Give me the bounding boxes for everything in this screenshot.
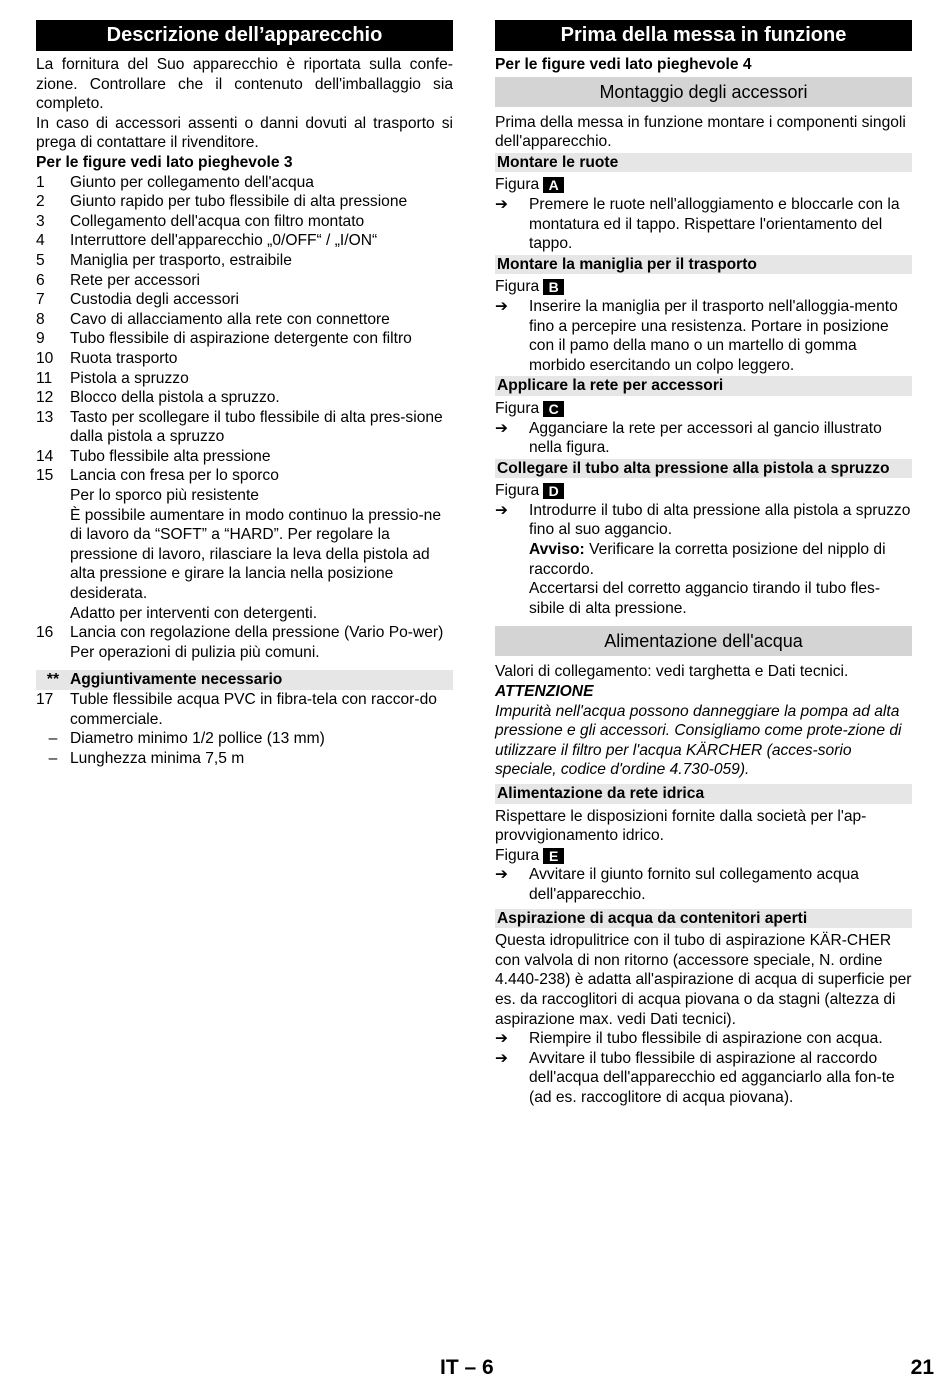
figure-label: Figura <box>495 482 540 500</box>
step-heading: Alimentazione da rete idrica <box>495 784 912 804</box>
instruction-step <box>495 297 912 375</box>
page-number: 21 <box>910 1356 934 1379</box>
item-number: 2 <box>36 193 45 211</box>
right-column <box>495 20 912 1108</box>
item-number: 9 <box>36 330 45 348</box>
item-text: Lancia con fresa per lo sporco <box>70 467 279 485</box>
item-text: Blocco della pistola a spruzzo. <box>70 389 280 407</box>
item-number: 13 <box>36 408 54 426</box>
dash-text: Lunghezza minima 7,5 m <box>70 749 245 767</box>
figure-badge: B <box>543 279 564 295</box>
item-text: Giunto per collegamento dell'acqua <box>70 173 314 191</box>
item-number: 10 <box>36 349 54 367</box>
list-item <box>36 369 453 389</box>
step-heading: Aspirazione di acqua da contenitori aperti <box>495 909 912 929</box>
step-text: Avvitare il giunto fornito sul collegamento acqua dell'apparecchio. <box>529 866 859 903</box>
list-item <box>36 486 453 506</box>
item-text: Pistola a spruzzo <box>70 369 189 387</box>
extra-header-label: Aggiuntivamente necessario <box>70 671 283 689</box>
list-item <box>36 290 453 310</box>
item-text: Lancia con regolazione della pressione (Vario Po-wer) <box>70 624 444 642</box>
step-heading: Montare le ruote <box>495 153 912 173</box>
item-text: Giunto rapido per tubo flessibile di alta pressione <box>70 193 408 211</box>
arrow-icon: ➔ <box>495 866 509 884</box>
item-number <box>36 486 70 506</box>
item-text: Tasto per scollegare il tubo flessibile di alta pres-sione dalla pistola a spruzzo <box>70 408 443 446</box>
figure-line <box>495 277 912 297</box>
item-number: 12 <box>36 389 54 407</box>
instruction-step <box>495 501 912 540</box>
list-item <box>36 506 453 604</box>
figure-badge: A <box>543 177 564 193</box>
step-text: Avvitare il tubo flessibile di aspirazione al raccordo dell'acqua dell'apparecchio ed agganciarlo alla fon-te (ad es. raccoglitore di acqua piovana). <box>529 1049 895 1106</box>
arrow-icon: ➔ <box>495 419 509 437</box>
section-page: – 6 <box>464 1356 494 1379</box>
list-item <box>36 329 453 349</box>
item-number: 17 <box>36 691 54 708</box>
item-text: Tuble flessibile acqua PVC in fibra-tela con raccor-do commerciale. <box>70 691 437 728</box>
item-number: 1 <box>36 173 45 191</box>
item-number: 6 <box>36 271 45 289</box>
instruction-step <box>495 195 912 254</box>
figure-label: Figura <box>495 846 540 864</box>
figure-label: Figura <box>495 278 540 296</box>
item-text: È possibile aumentare in modo continuo la pressio-ne di lavoro da “SOFT” a “HARD”. Per regolare la pressione di lavoro, rilasciare la leva della pistola ad alta pressione e girare la lancia nella posizione desiderata. <box>70 506 441 603</box>
item-text: Rete per accessori <box>70 271 201 289</box>
item-text: Maniglia per trasporto, estraibile <box>70 251 292 269</box>
note <box>495 540 912 579</box>
list-item <box>36 192 453 212</box>
item-text: Adatto per interventi con detergenti. <box>70 604 318 622</box>
figure-line <box>495 175 912 195</box>
item-text: Tubo flessibile alta pressione <box>70 447 271 465</box>
figure-line <box>495 846 912 866</box>
paragraph: Questa idropulitrice con il tubo di aspirazione KÄR-CHER con valvola di non ritorno (accessore speciale, N. ordine 4.440-238) è adatta all'aspirazione di acqua di superficie per es. da raccoglitori di acqua piovana o da stagni (altezza di aspirazione max. vedi Dati tecnici). <box>495 932 912 1028</box>
intro-paragraph: In caso di accessori assenti o danni dovuti al trasporto si prega di contattare il rivenditore. <box>36 114 453 152</box>
dash-marker: – <box>48 749 58 767</box>
item-number <box>36 506 70 604</box>
dash-text: Diametro minimo 1/2 pollice (13 mm) <box>70 730 325 748</box>
item-text: Per lo sporco più resistente <box>70 487 259 505</box>
instruction-step <box>495 1049 912 1108</box>
language-code: IT <box>440 1356 459 1379</box>
item-text: Ruota trasporto <box>70 349 178 367</box>
paragraph: Prima della messa in funzione montare i componenti singoli dell'apparecchio. <box>495 113 906 151</box>
item-text: Tubo flessibile di aspirazione detergente con filtro <box>70 330 412 348</box>
arrow-icon: ➔ <box>495 297 509 315</box>
item-text: Interruttore dell'apparecchio „0/OFF“ / „I/ON“ <box>70 232 378 250</box>
step-heading: Applicare la rete per accessori <box>495 376 912 396</box>
figure-badge: D <box>543 483 564 499</box>
list-item <box>36 231 453 251</box>
figure-line <box>495 399 912 419</box>
item-number: 5 <box>36 251 45 269</box>
list-item <box>36 466 453 486</box>
figure-badge: E <box>543 848 564 864</box>
list-item <box>36 251 453 271</box>
instruction-step <box>495 1029 912 1049</box>
instruction-step <box>495 419 912 458</box>
item-number <box>36 643 70 663</box>
list-item <box>36 310 453 330</box>
subsection-title: Alimentazione dell'acqua <box>495 626 912 656</box>
paragraph: Rispettare le disposizioni fornite dalla società per l'ap-provvigionamento idrico. <box>495 807 867 845</box>
dash-item <box>36 749 453 769</box>
attention-text: Impurità nell'acqua possono danneggiare la pompa ad alta pressione e gli accessori. Consigliamo come prote-zione di utilizzare il filtro per l'acqua KÄRCHER (acces-sorio speciale, codice d'ordine 4.730-059). <box>495 702 902 779</box>
item-text: Collegamento dell'acqua con filtro montato <box>70 212 365 230</box>
list-item <box>36 447 453 467</box>
step-text: Riempire il tubo flessibile di aspirazione con acqua. <box>529 1030 883 1048</box>
figure-line <box>495 481 912 501</box>
step-heading: Collegare il tubo alta pressione alla pistola a spruzzo <box>495 459 912 479</box>
item-number: 8 <box>36 310 45 328</box>
list-item <box>36 604 453 624</box>
note-label: Avviso: <box>529 541 585 559</box>
item-number: 7 <box>36 291 45 309</box>
step-text: Agganciare la rete per accessori al gancio illustrato nella figura. <box>529 419 882 457</box>
dash-marker: – <box>48 730 58 748</box>
extra-header <box>36 670 453 690</box>
item-number <box>36 604 70 624</box>
dash-item <box>36 729 453 749</box>
figure-label: Figura <box>495 399 540 417</box>
list-item <box>36 690 453 729</box>
paragraph: Valori di collegamento: vedi targhetta e Dati tecnici. <box>495 663 849 681</box>
list-item <box>36 349 453 369</box>
list-item <box>36 271 453 291</box>
list-item <box>36 212 453 232</box>
arrow-icon: ➔ <box>495 1030 509 1048</box>
list-item <box>36 388 453 408</box>
footer-language <box>440 1358 494 1378</box>
attention-label: ATTENZIONE <box>495 683 594 701</box>
note-text: Verificare la corretta posizione del nipplo di raccordo. <box>529 541 886 578</box>
step-text: Inserire la maniglia per il trasporto nell'alloggia-mento fino a percepire una resistenza. Portare in posizione con il pamo della mano o un martello di gomma morbido esercitando un colpo leggero. <box>529 297 898 374</box>
instruction-step <box>495 865 912 904</box>
item-number: 15 <box>36 467 54 485</box>
item-number: 11 <box>36 369 53 387</box>
extra-marker: ** <box>46 671 60 689</box>
section-title: Descrizione dell’apparecchio <box>36 20 453 51</box>
section-title: Prima della messa in funzione <box>495 20 912 51</box>
intro-paragraph: La fornitura del Suo apparecchio è riportata sulla confe-zione. Controllare che il contenuto dell'imballaggio sia completo. <box>36 56 453 113</box>
item-text: Cavo di allacciamento alla rete con connettore <box>70 310 390 328</box>
item-number: 3 <box>36 212 45 230</box>
figure-reference: Per le figure vedi lato pieghevole 4 <box>495 56 752 73</box>
step-text: Accertarsi del corretto aggancio tirando il tubo fles-sibile di alta pressione. <box>529 580 881 617</box>
list-item <box>36 173 453 193</box>
left-column <box>36 20 453 768</box>
step-text: Premere le ruote nell'alloggiamento e bloccarle con la montatura ed il tappo. Rispettare l'orientamento del tappo. <box>529 195 900 253</box>
list-item <box>36 408 453 447</box>
figure-label: Figura <box>495 176 540 194</box>
component-list <box>36 173 453 663</box>
step-heading: Montare la maniglia per il trasporto <box>495 255 912 275</box>
list-item <box>36 643 453 663</box>
item-text: Custodia degli accessori <box>70 291 240 309</box>
subsection-title: Montaggio degli accessori <box>495 77 912 107</box>
item-text: Per operazioni di pulizia più comuni. <box>70 643 320 661</box>
item-number: 14 <box>36 447 54 465</box>
list-item <box>36 623 453 643</box>
figure-reference: Per le figure vedi lato pieghevole 3 <box>36 153 293 171</box>
figure-badge: C <box>543 401 564 417</box>
item-number: 16 <box>36 624 54 642</box>
arrow-icon: ➔ <box>495 195 509 213</box>
arrow-icon: ➔ <box>495 1049 509 1067</box>
arrow-icon: ➔ <box>495 501 509 519</box>
item-number: 4 <box>36 232 45 250</box>
step-text: Introdurre il tubo di alta pressione alla pistola a spruzzo fino al suo aggancio. <box>529 501 911 539</box>
